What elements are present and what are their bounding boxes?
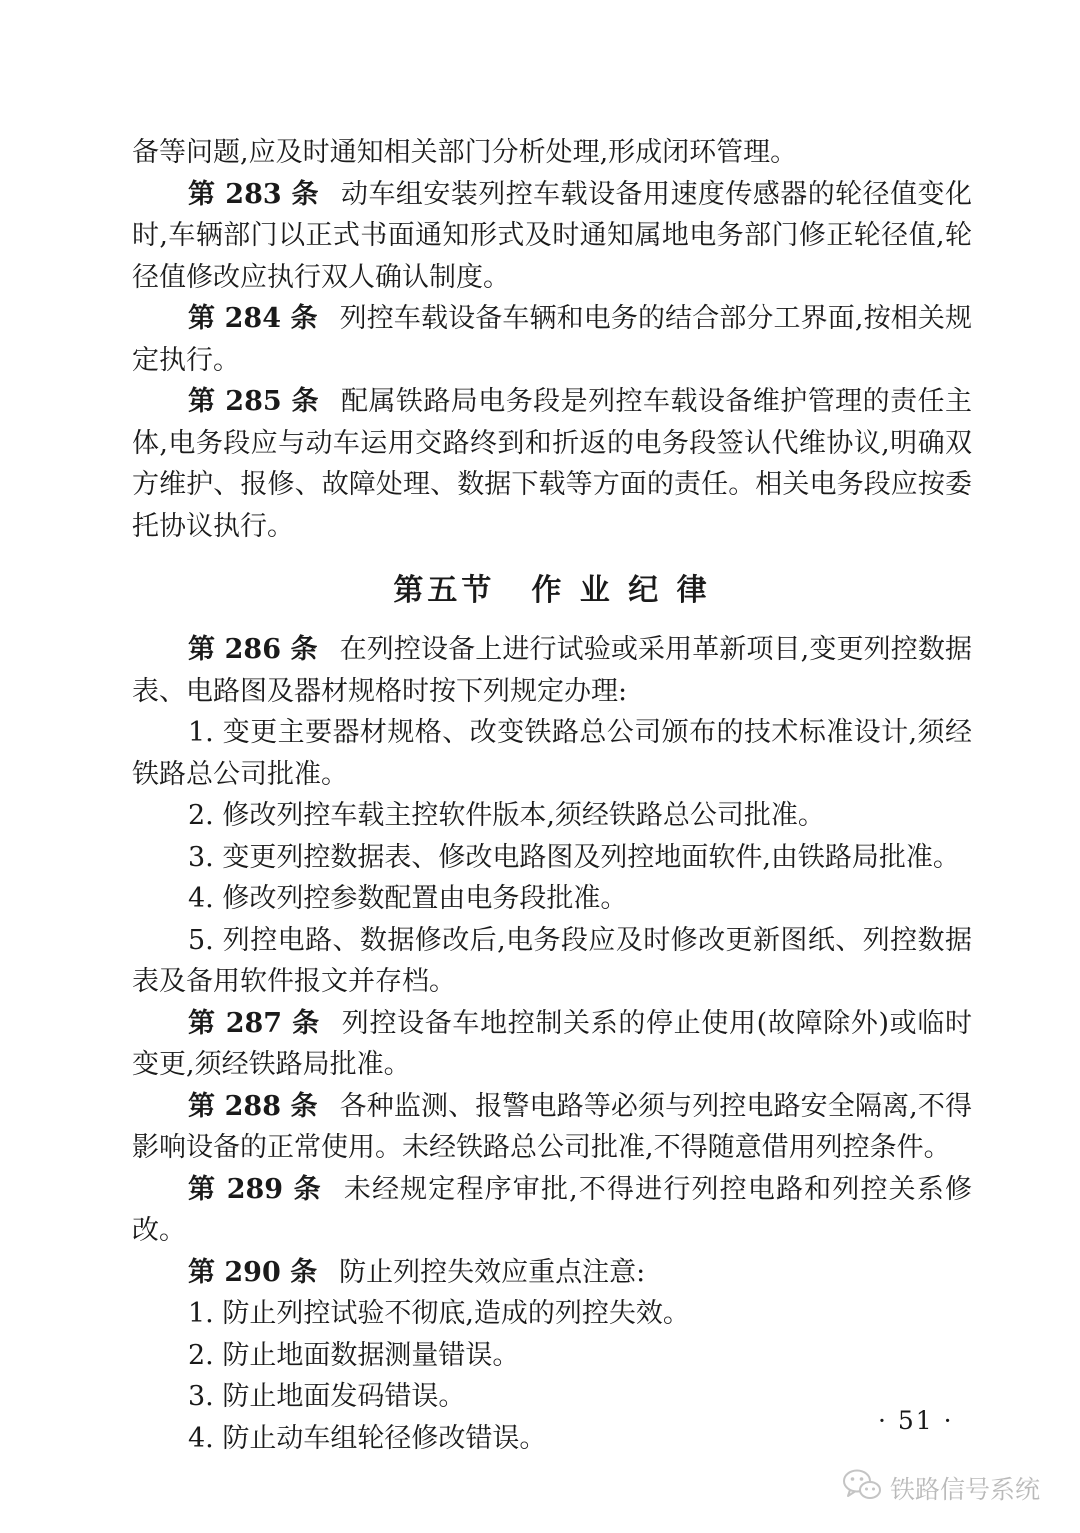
list-item: 2. 修改列控车载主控软件版本,须经铁路总公司批准。: [188, 800, 825, 831]
article-288: [132, 1086, 972, 1169]
article-number: 第 290 条: [188, 1256, 318, 1288]
article-287: [132, 1003, 972, 1086]
article-text: 各种监测、报警电路等必须与列控电路安全隔离,不得影响设备的正常使用。未经铁路总公司批准,不得随意借用列控条件。: [132, 1090, 972, 1163]
wechat-icon: [842, 1468, 882, 1508]
section-name: 作 业 纪 律: [531, 573, 711, 608]
article-285: [132, 381, 972, 547]
section-number: 第五节: [393, 573, 496, 608]
article-number: 第 287 条: [188, 1007, 320, 1039]
article-text: 配属铁路局电务段是列控车载设备维护管理的责任主体,电务段应与动车运用交路终到和折返的电务段签认代维协议,明确双方维护、报修、故障处理、数据下载等方面的责任。相关电务段应按委托协议执行。: [132, 386, 972, 542]
list-item: 4. 防止动车组轮径修改错误。: [188, 1422, 547, 1454]
article-number: 第 286 条: [188, 634, 318, 665]
article-283: [132, 174, 972, 299]
article-text: 在列控设备上进行试验或采用革新项目,变更列控数据表、电路图及器材规格时按下列规定办理:: [132, 634, 972, 707]
article-number: 第 289 条: [188, 1173, 322, 1205]
list-item: 3. 防止地面发码错误。: [188, 1381, 466, 1412]
article-number: 第 284 条: [188, 303, 318, 334]
watermark-label: 铁路信号系统: [890, 1475, 1041, 1504]
article-text: 动车组安装列控车载设备用速度传感器的轮径值变化时,车辆部门以正式书面通知形式及时通知属地电务部门修正轮径值,轮径值修改应执行双人确认制度。: [132, 178, 972, 293]
article-284: [132, 298, 972, 381]
article-text: 列控设备车地控制关系的停止使用(故障除外)或临时变更,须经铁路局批准。: [132, 1007, 972, 1080]
watermark: [842, 1468, 1040, 1508]
document-body: [132, 132, 972, 1459]
list-item: 1. 变更主要器材规格、改变铁路总公司颁布的技术标准设计,须经铁路总公司批准。: [132, 717, 972, 790]
article-number: 第 283 条: [188, 178, 319, 210]
list-item: 5. 列控电路、数据修改后,电务段应及时修改更新图纸、列控数据表及备用软件报文并存档。: [132, 924, 972, 997]
list-item: 1. 防止列控试验不彻底,造成的列控失效。: [188, 1298, 690, 1329]
page-number: · 51 ·: [878, 1406, 954, 1435]
article-text: 防止列控失效应重点注意:: [339, 1256, 646, 1288]
article-number: 第 285 条: [188, 386, 319, 417]
intro-paragraph: 备等问题,应及时通知相关部门分析处理,形成闭环管理。: [132, 137, 798, 168]
article-text: 列控车载设备车辆和电务的结合部分工界面,按相关规定执行。: [132, 303, 972, 376]
article-289: [132, 1169, 972, 1252]
section-title: [132, 569, 972, 613]
list-item: 4. 修改列控参数配置由电务段批准。: [188, 883, 628, 914]
list-item: 2. 防止地面数据测量错误。: [188, 1339, 520, 1371]
article-286: [132, 629, 972, 712]
article-290: [132, 1252, 972, 1294]
article-number: 第 288 条: [188, 1090, 318, 1122]
article-text: 未经规定程序审批,不得进行列控电路和列控关系修改。: [132, 1173, 972, 1246]
list-item: 3. 变更列控数据表、修改电路图及列控地面软件,由铁路局批准。: [188, 841, 960, 873]
